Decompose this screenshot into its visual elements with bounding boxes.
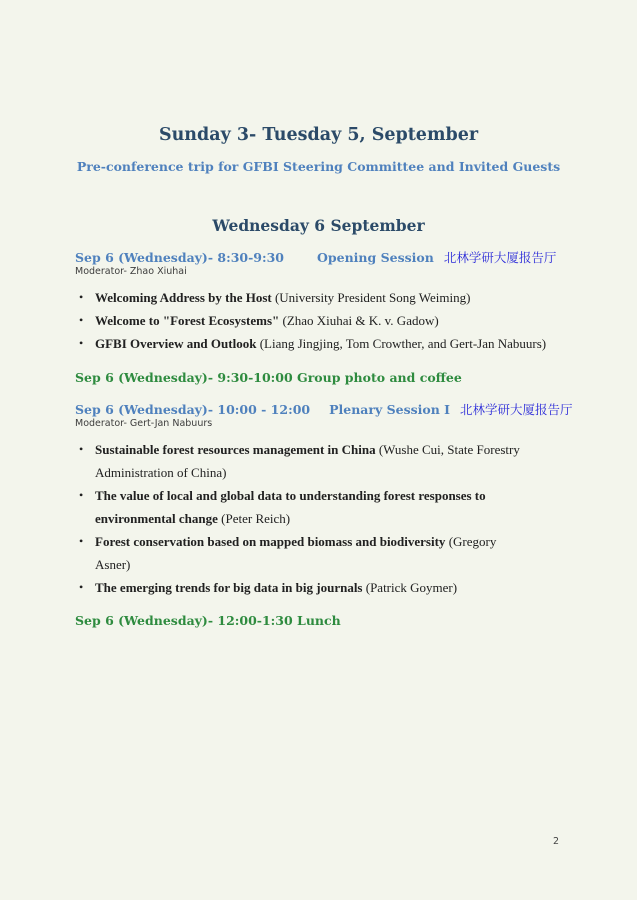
session1-moderator: Moderator- Zhao Xiuhai (75, 266, 187, 277)
session1-venue-cn: 北林学研大厦报告厅 (443, 250, 557, 265)
break2-heading: Sep 6 (Wednesday)- 12:00-1:30 Lunch (75, 613, 341, 628)
agenda-item-title: Sustainable forest resources management in China (95, 442, 376, 457)
bullet-icon: • (79, 488, 84, 502)
day-heading: Wednesday 6 September (212, 216, 425, 235)
session2-moderator: Moderator- Gert-Jan Nabuurs (75, 418, 213, 429)
agenda-item-detail: (Liang Jingjing, Tom Crowther, and Gert-Jan Nabuurs) (256, 336, 547, 351)
agenda-item-detail: (Gregory Asner) (95, 534, 497, 572)
session1-name: Opening Session (316, 250, 434, 265)
break1-heading: Sep 6 (Wednesday)- 9:30-10:00 Group photo and coffee (75, 370, 462, 385)
session2-name: Plenary Session I (329, 402, 451, 417)
page-number: 2 (553, 836, 560, 847)
agenda-item-title: The value of local and global data to understanding forest responses to environmental change (95, 488, 486, 526)
bullet-icon: • (79, 534, 84, 548)
agenda-item-detail: (Wushe Cui, State Forestry Administration of China) (95, 442, 520, 480)
agenda-item (75, 576, 533, 599)
agenda-item (75, 484, 533, 530)
bullet-icon: • (79, 336, 84, 350)
trip-title: Sunday 3- Tuesday 5, September (158, 125, 479, 145)
bullet-icon: • (79, 313, 84, 327)
agenda-item-title: Forest conservation based on mapped biomass and biodiversity (95, 534, 446, 549)
session2-venue-cn: 北林学研大厦报告厅 (460, 402, 573, 417)
agenda-item-title: Welcome to "Forest Ecosystems" (95, 313, 280, 328)
agenda-item-title: GFBI Overview and Outlook (95, 336, 257, 351)
agenda-item (75, 332, 565, 355)
agenda-item-title: Welcoming Address by the Host (95, 290, 272, 305)
agenda-item-detail: (Patrick Goymer) (362, 580, 458, 595)
agenda-item-detail: (Peter Reich) (217, 511, 291, 526)
session2-heading (75, 401, 573, 418)
agenda-item (75, 530, 533, 576)
session1-time: Sep 6 (Wednesday)- 8:30-9:30 (75, 250, 284, 265)
bullet-icon: • (79, 580, 84, 594)
agenda-item (75, 309, 565, 332)
session1-heading (75, 249, 556, 266)
session2-time: Sep 6 (Wednesday)- 10:00 - 12:00 (75, 402, 311, 417)
session2-agenda-list (75, 438, 533, 599)
trip-subtitle: Pre-conference trip for GFBI Steering Committee and Invited Guests (76, 159, 561, 174)
agenda-item-detail: (University President Song Weiming) (271, 290, 471, 305)
session1-agenda-list (75, 286, 565, 355)
agenda-item (75, 438, 533, 484)
bullet-icon: • (79, 442, 84, 456)
agenda-item-detail: (Zhao Xiuhai & K. v. Gadow) (279, 313, 439, 328)
agenda-item (75, 286, 565, 309)
bullet-icon: • (79, 290, 84, 304)
agenda-item-title: The emerging trends for big data in big journals (95, 580, 363, 595)
